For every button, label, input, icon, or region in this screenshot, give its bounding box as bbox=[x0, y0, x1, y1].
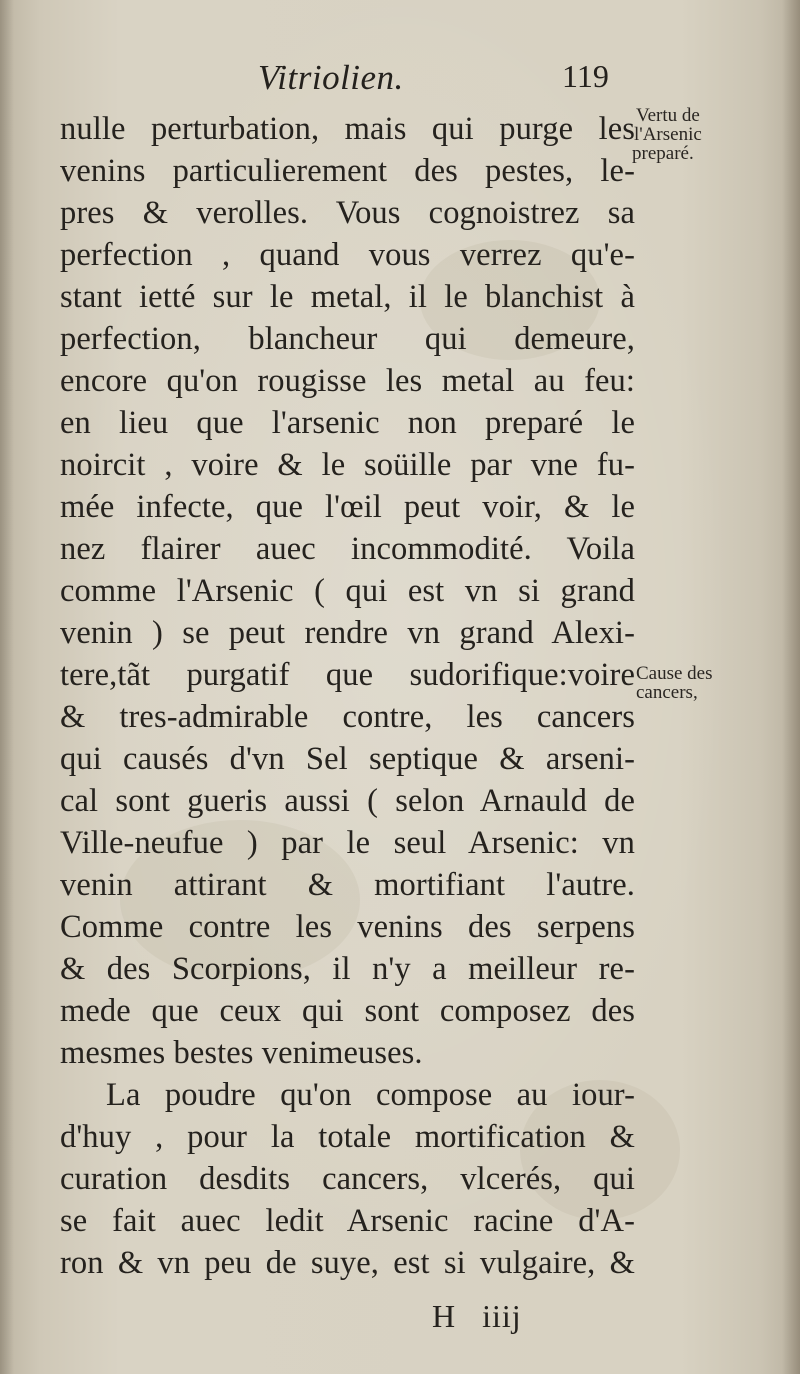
margin-note-line: Vertu de bbox=[636, 105, 700, 126]
margin-note-line: l'Arsenic bbox=[634, 124, 702, 145]
text-line: d'huy , pour la totale mortification & bbox=[60, 1119, 635, 1155]
text-line: encore qu'on rougisse les metal au feu: bbox=[60, 363, 635, 399]
page-header bbox=[250, 58, 650, 102]
text-line: qui causés d'vn Sel septique & arseni- bbox=[60, 741, 635, 777]
text-line: noircit , voire & le soüille par vne fu- bbox=[60, 447, 635, 483]
margin-note-vertu bbox=[632, 106, 702, 163]
text-line: tere,tãt purgatif que sudorifique:voire bbox=[60, 657, 635, 693]
text-line: venins particulierement des pestes, le- bbox=[60, 153, 635, 189]
margin-note-line: preparé. bbox=[632, 143, 694, 164]
signature-numeral: iiij bbox=[482, 1298, 522, 1334]
margin-note-cause bbox=[636, 664, 713, 702]
text-line: mée infecte, que l'œil peut voir, & le bbox=[60, 489, 635, 525]
text-line: venin ) se peut rendre vn grand Alexi- bbox=[60, 615, 635, 651]
text-line: nez flairer auec incommodité. Voila bbox=[60, 531, 635, 567]
text-line: perfection , quand vous verrez qu'e- bbox=[60, 237, 635, 273]
text-line: & tres-admirable contre, les cancers bbox=[60, 699, 635, 735]
gutter-shadow bbox=[0, 0, 14, 1374]
page-number: 119 bbox=[562, 58, 609, 94]
margin-note-line: Cause des bbox=[636, 663, 713, 684]
text-line: en lieu que l'arsenic non preparé le bbox=[60, 405, 635, 441]
text-line: Ville-neufue ) par le seul Arsenic: vn bbox=[60, 825, 635, 861]
text-line: ron & vn peu de suye, est si vulgaire, & bbox=[60, 1245, 635, 1281]
text-line: nulle perturbation, mais qui purge les bbox=[60, 111, 635, 147]
signature-letter: H bbox=[432, 1298, 457, 1334]
running-title: Vitriolien. bbox=[258, 58, 404, 97]
text-line: comme l'Arsenic ( qui est vn si grand bbox=[60, 573, 635, 609]
text-line: venin attirant & mortifiant l'autre. bbox=[60, 867, 635, 903]
text-line: perfection, blancheur qui demeure, bbox=[60, 321, 635, 357]
signature-mark bbox=[432, 1298, 522, 1335]
text-line: Comme contre les venins des serpens bbox=[60, 909, 635, 945]
text-line: mede que ceux qui sont composez des bbox=[60, 993, 635, 1029]
paragraph-first-line: La poudre qu'on compose au iour- bbox=[106, 1077, 635, 1113]
text-line: curation desdits cancers, vlcerés, qui bbox=[60, 1161, 635, 1197]
margin-note-line: cancers, bbox=[636, 682, 698, 703]
text-line: mesmes bestes venimeuses. bbox=[60, 1035, 423, 1071]
body-text bbox=[60, 108, 635, 1284]
text-line: & des Scorpions, il n'y a meilleur re- bbox=[60, 951, 635, 987]
text-line: se fait auec ledit Arsenic racine d'A- bbox=[60, 1203, 635, 1239]
text-line: cal sont gueris aussi ( selon Arnauld de bbox=[60, 783, 635, 819]
page-edge-shadow bbox=[782, 0, 800, 1374]
text-line: pres & verolles. Vous cognoistrez sa bbox=[60, 195, 635, 231]
text-line: stant ietté sur le metal, il le blanchist à bbox=[60, 279, 635, 315]
